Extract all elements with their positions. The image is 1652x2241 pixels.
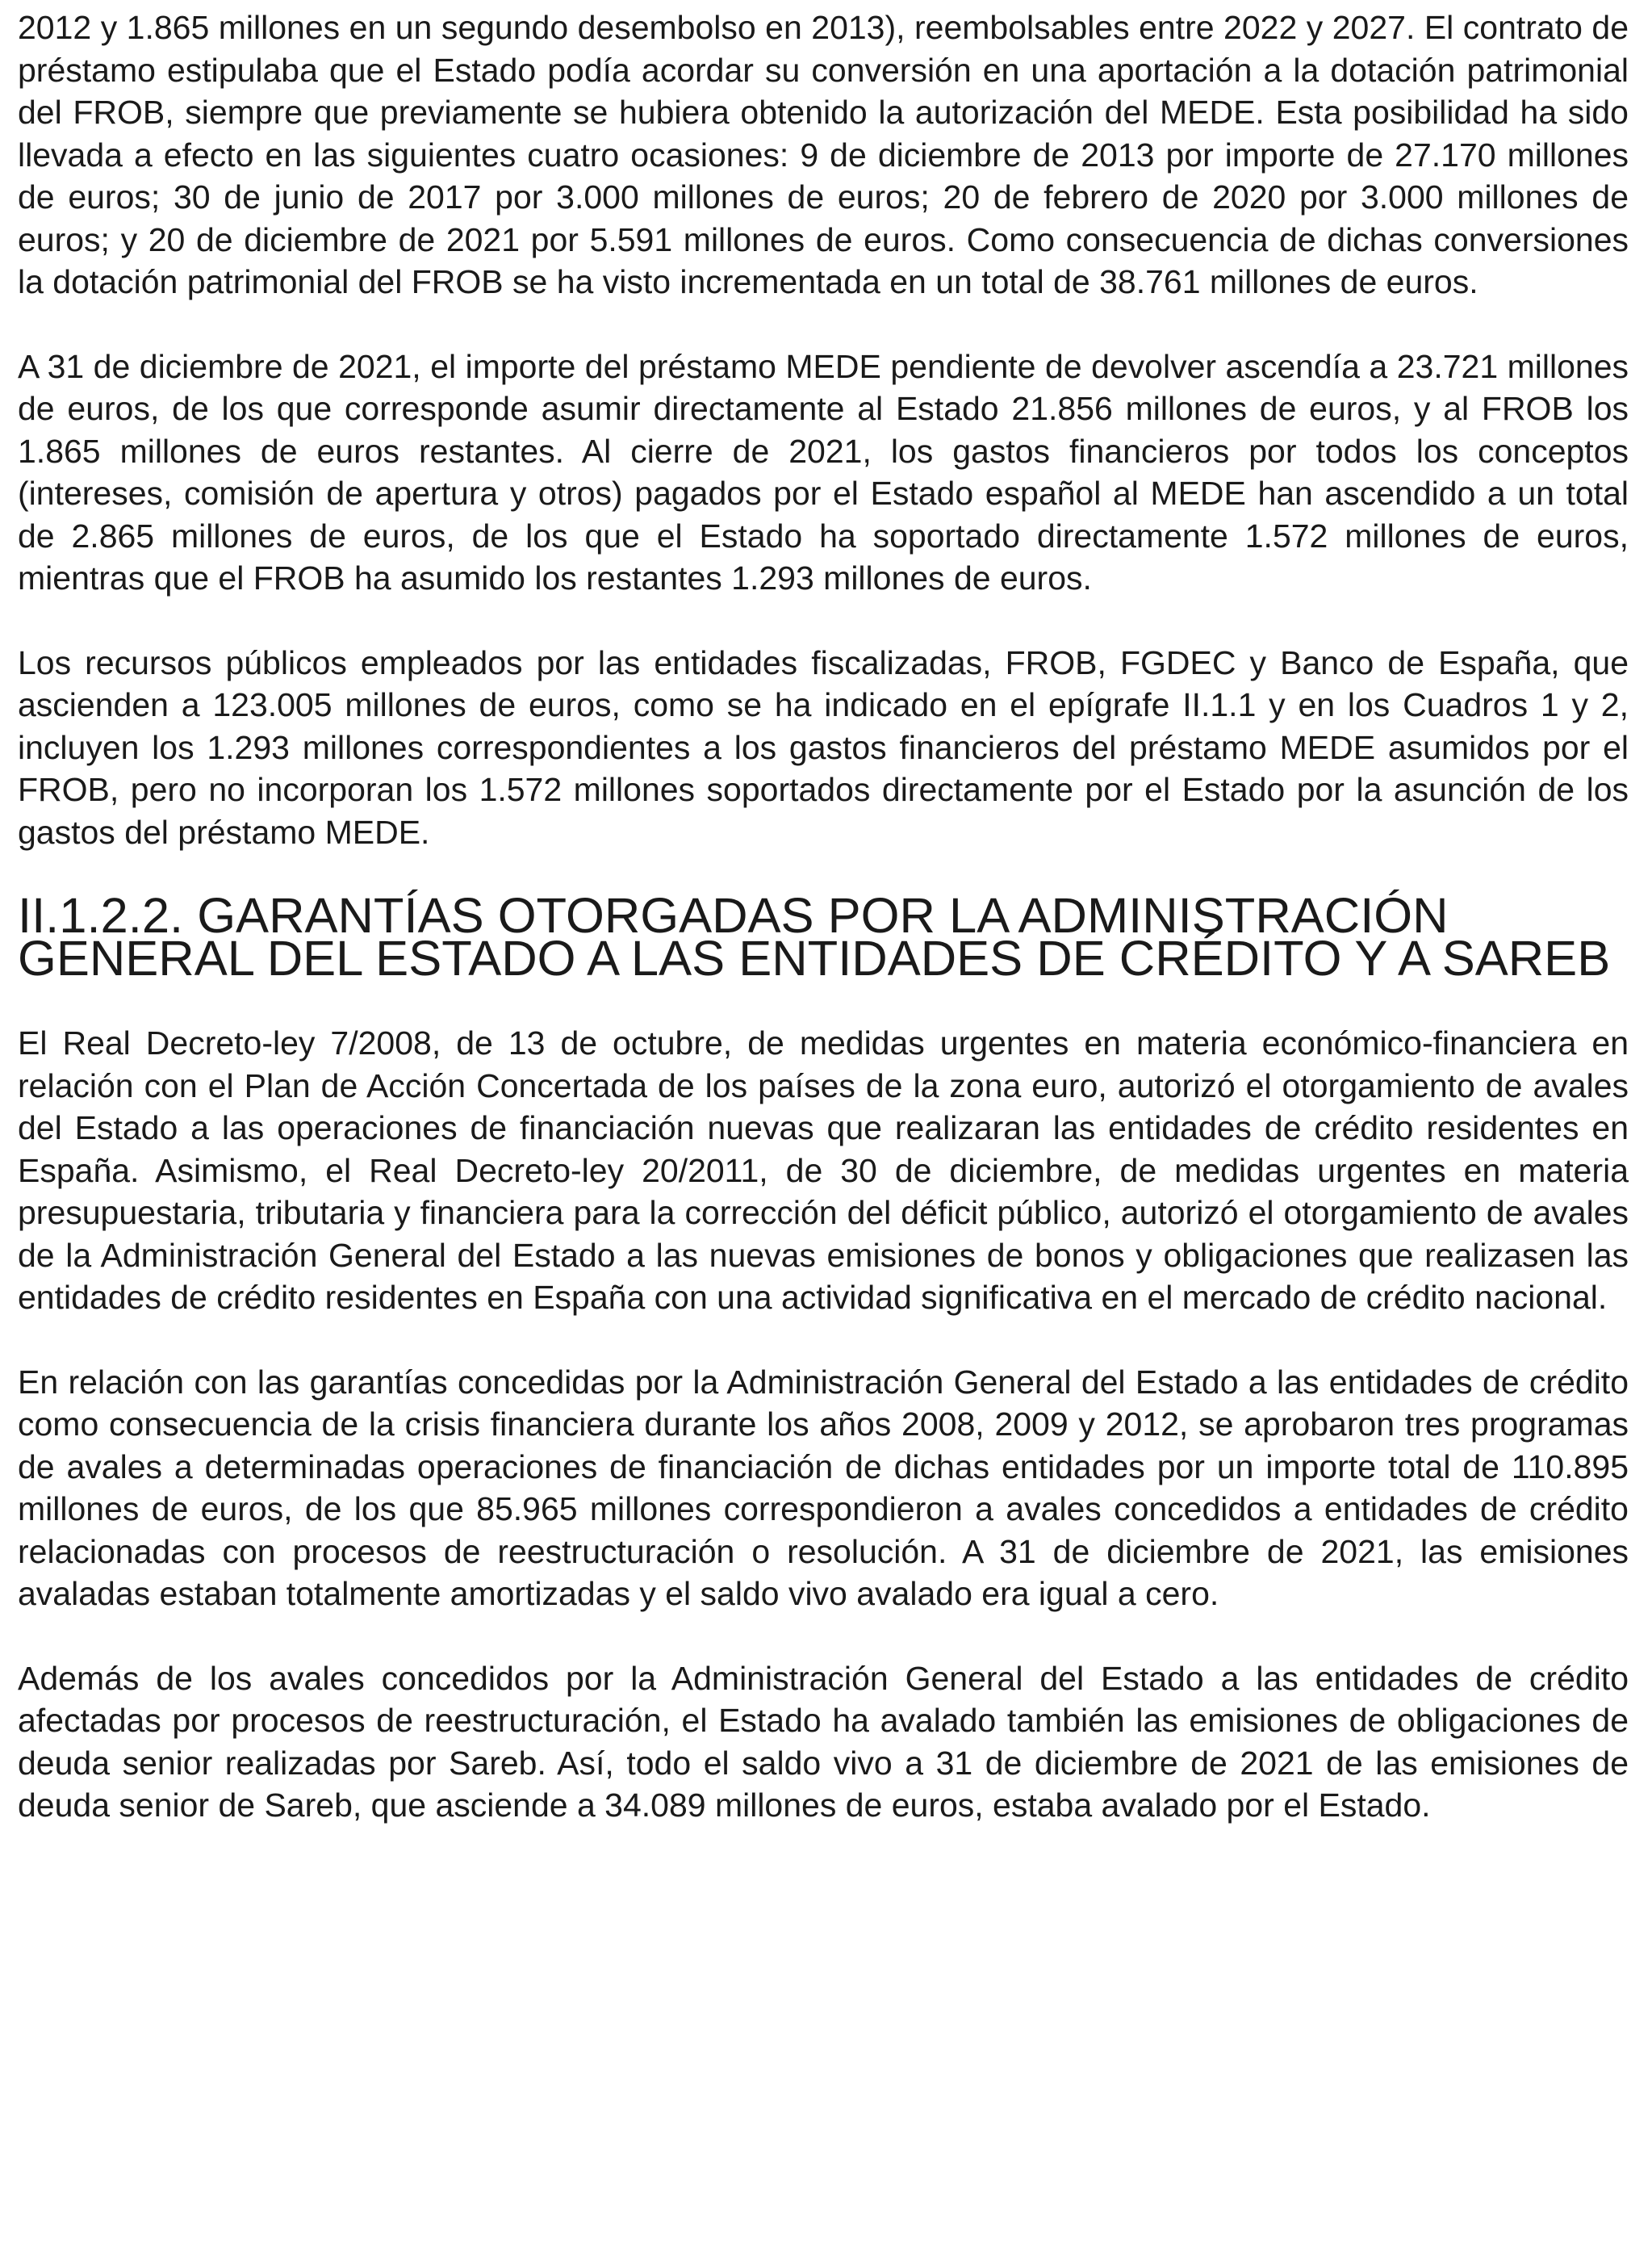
document-page bbox=[18, 6, 1629, 1869]
paragraph-public-resources: Los recursos públicos empleados por las entidades fiscalizadas, FROB, FGDEC y Banco de España, que ascienden a 123.005 millones de euros, como se ha indicado en el epígrafe II.1.1 y en los Cuadros 1 y 2, incluyen los 1.293 millones correspondientes a los gastos financieros del préstamo MEDE asumidos por el FROB, pero no incorporan los 1.572 millones soportados directamente por el Estado por la asunción de los gastos del préstamo MEDE. bbox=[18, 643, 1629, 851]
section-heading-guarantees: II.1.2.2. GARANTÍAS OTORGADAS POR LA ADMINISTRACIÓN GENERAL DEL ESTADO A LAS ENTIDADES DE CRÉDITO Y A SAREB bbox=[18, 888, 1611, 986]
paragraph-mede-loan-outstanding: A 31 de diciembre de 2021, el importe del préstamo MEDE pendiente de devolver ascendía a 23.721 millones de euros, de los que corresponde asumir directamente al Estado 21.856 millones de euros, y al FROB los 1.865 millones de euros restantes. Al cierre de 2021, los gastos financieros por todos los conceptos (intereses, comisión de apertura y otros) pagados por el Estado español al MEDE han ascendido a un total de 2.865 millones de euros, de los que el Estado ha soportado directamente 1.572 millones de euros, mientras que el FROB ha asumido los restantes 1.293 millones de euros. bbox=[18, 347, 1629, 597]
paragraph-mede-loan-conversion: 2012 y 1.865 millones en un segundo desembolso en 2013), reembolsables entre 2022 y 2027. El contrato de préstamo estipulaba que el Estado podía acordar su conversión en una aportación a la dotación patrimonial del FROB, siempre que previamente se hubiera obtenido la autorización del MEDE. Esta posibilidad ha sido llevada a efecto en las siguientes cuatro ocasiones: 9 de diciembre de 2013 por importe de 27.170 millones de euros; 30 de junio de 2017 por 3.000 millones de euros; 20 de febrero de 2020 por 3.000 millones de euros; y 20 de diciembre de 2021 por 5.591 millones de euros. Como consecuencia de dichas conversiones la dotación patrimonial del FROB se ha visto incrementada en un total de 38.761 millones de euros. bbox=[18, 9, 1629, 300]
paragraph-sareb-guarantees: Además de los avales concedidos por la Administración General del Estado a las entidades de crédito afectadas por procesos de reestructuración, el Estado ha avalado también las emisiones de obligaciones de deuda senior realizadas por Sareb. Así, todo el saldo vivo a 31 de diciembre de 2021 de las emisiones de deuda senior de Sareb, que asciende a 34.089 millones de euros, estaba avalado por el Estado. bbox=[18, 1659, 1629, 1824]
paragraph-guarantee-programs: En relación con las garantías concedidas por la Administración General del Estado a las entidades de crédito como consecuencia de la crisis financiera durante los años 2008, 2009 y 2012, se aprobaron tres programas de avales a determinadas operaciones de financiación de dichas entidades por un importe total de 110.895 millones de euros, de los que 85.965 millones correspondieron a avales concedidos a entidades de crédito relacionadas con procesos de reestructuración o resolución. A 31 de diciembre de 2021, las emisiones avaladas estaban totalmente amortizadas y el saldo vivo avalado era igual a cero. bbox=[18, 1363, 1629, 1612]
paragraph-royal-decrees: El Real Decreto-ley 7/2008, de 13 de octubre, de medidas urgentes en materia económico-financiera en relación con el Plan de Acción Concertada de los países de la zona euro, autorizó el otorgamiento de avales del Estado a las operaciones de financiación nuevas que realizaran las entidades de crédito residentes en España. Asimismo, el Real Decreto-ley 20/2011, de 30 de diciembre, de medidas urgentes en materia presupuestaria, tributaria y financiera para la corrección del déficit público, autorizó el otorgamiento de avales de la Administración General del Estado a las nuevas emisiones de bonos y obligaciones que realizasen las entidades de crédito residentes en España con una actividad significativa en el mercado de crédito nacional. bbox=[18, 1024, 1629, 1316]
